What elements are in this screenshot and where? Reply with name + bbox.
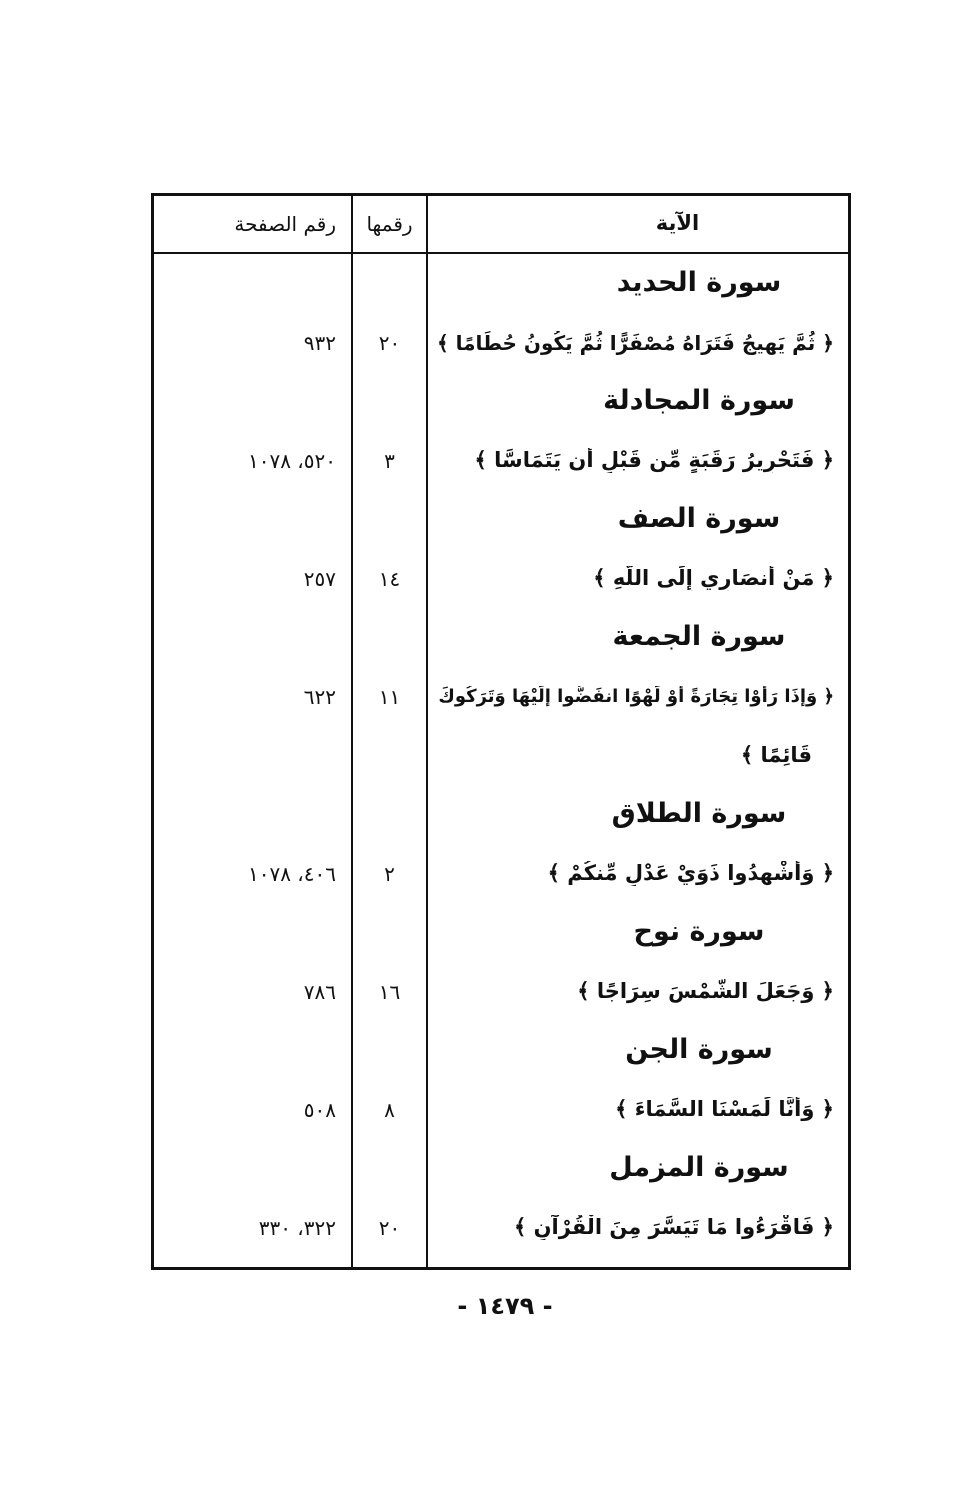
surah-heading-row	[154, 490, 848, 549]
surah-heading-row	[154, 1139, 848, 1198]
verse-number: ١٦	[378, 979, 401, 1004]
surah-heading-row	[154, 1021, 848, 1080]
verse-text: ﴿ ثُمَّ يَهِيجُ فَتَرَاهُ مُصْفَرًّا ثُمَّ يَكُونُ حُطَامًا ﴾	[436, 330, 834, 355]
verse-row	[154, 1080, 848, 1139]
verse-row	[154, 667, 848, 726]
verse-text: ﴿ وَأَشْهِدُوا ذَوَيْ عَدْلٍ مِّنكُمْ ﴾	[547, 860, 834, 885]
verse-number: ٣	[384, 448, 395, 473]
verse-text-continuation: قَائِمًا ﴾	[740, 742, 812, 767]
page-references: ٦٢٢	[303, 684, 336, 709]
page-references: ٢٥٧	[303, 566, 336, 591]
header-verse: الآية	[655, 211, 700, 236]
verse-number: ٢	[384, 861, 395, 886]
verse-row	[154, 431, 848, 490]
surah-heading-row	[154, 785, 848, 844]
surah-title: سورة المجادلة	[603, 385, 795, 417]
verse-text: ﴿ فَتَحْرِيرُ رَقَبَةٍ مِّن قَبْلِ أَن يَتَمَاسَّا ﴾	[474, 447, 834, 472]
verse-number: ٢٠	[378, 1215, 401, 1240]
column-divider	[351, 196, 353, 1267]
verse-row	[154, 1198, 848, 1257]
surah-title: سورة المزمل	[609, 1152, 789, 1184]
verse-continuation-row	[154, 726, 848, 785]
page-references: ٥٠٨	[303, 1097, 336, 1122]
surah-heading-row	[154, 903, 848, 962]
surah-title: سورة الطلاق	[611, 798, 787, 830]
verse-number: ٢٠	[378, 330, 401, 355]
verse-text: ﴿ وَجَعَلَ الشَّمْسَ سِرَاجًا ﴾	[577, 978, 834, 1003]
verse-text: ﴿ وَإِذَا رَأَوْا تِجَارَةً أَوْ لَهْوًا انفَضُّوا إِلَيْهَا وَتَرَكُوكَ	[438, 685, 834, 707]
verse-row	[154, 313, 848, 372]
verse-text: ﴿ وَأَنَّا لَمَسْنَا السَّمَاءَ ﴾	[615, 1096, 834, 1121]
verse-index-table	[151, 193, 851, 1270]
verse-text: ﴿ مَنْ أَنصَارِي إِلَى اللَّهِ ﴾	[593, 565, 834, 590]
page-number: - ١٤٧٩ -	[457, 1292, 553, 1320]
surah-title: سورة الحديد	[616, 267, 782, 299]
verse-number: ٨	[384, 1097, 395, 1122]
surah-heading-row	[154, 254, 848, 313]
page-references: ٩٣٢	[303, 330, 336, 355]
page-references: ٧٨٦	[303, 979, 336, 1004]
surah-heading-row	[154, 608, 848, 667]
surah-title: سورة نوح	[633, 916, 765, 948]
surah-heading-row	[154, 372, 848, 431]
table-header	[154, 196, 848, 254]
column-divider	[426, 196, 428, 1267]
page-references: ٥٢٠، ١٠٧٨	[247, 448, 336, 473]
surah-title: سورة الصف	[617, 503, 781, 535]
verse-row	[154, 549, 848, 608]
verse-number: ١٤	[378, 566, 401, 591]
page-references: ٤٠٦، ١٠٧٨	[247, 861, 336, 886]
header-verse-number: رقمها	[366, 212, 413, 236]
surah-title: سورة الجمعة	[612, 621, 786, 653]
surah-title: سورة الجن	[625, 1034, 773, 1066]
header-page-number: رقم الصفحة	[234, 212, 336, 236]
verse-row	[154, 844, 848, 903]
verse-number: ١١	[378, 684, 401, 709]
page-references: ٣٢٢، ٣٣٠	[258, 1215, 336, 1240]
verse-row	[154, 962, 848, 1021]
verse-text: ﴿ فَاقْرَءُوا مَا تَيَسَّرَ مِنَ الْقُرْآنِ ﴾	[514, 1214, 834, 1239]
